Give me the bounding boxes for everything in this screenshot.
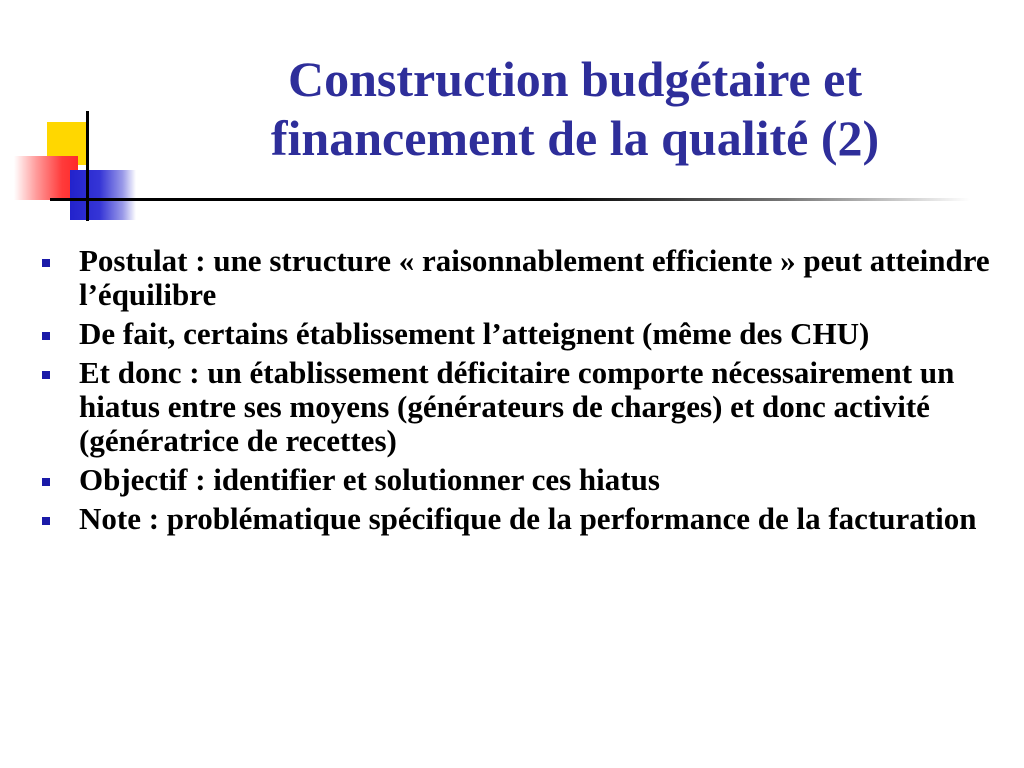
slide-title xyxy=(150,50,1000,168)
decoration-blue-square xyxy=(70,170,136,220)
bullet-item xyxy=(40,356,1010,458)
bullet-item xyxy=(40,317,1010,351)
slide-title-line-2: financement de la qualité (2) xyxy=(270,110,880,166)
square-bullet-icon xyxy=(42,259,50,267)
bullet-text: Et donc : un établissement déficitaire comporte nécessairement un hiatus entre ses moyens (générateurs de charges) et donc activité (génératrice de recettes) xyxy=(79,355,955,458)
square-bullet-icon xyxy=(42,332,50,340)
bullet-item xyxy=(40,244,1010,312)
bullet-text: Postulat : une structure « raisonnablement efficiente » peut atteindre l’équilibre xyxy=(79,243,990,312)
square-bullet-icon xyxy=(42,478,50,486)
slide-decoration-logo xyxy=(0,0,150,240)
bullet-item xyxy=(40,463,1010,497)
bullet-text: De fait, certains établissement l’atteignent (même des CHU) xyxy=(79,316,870,351)
decoration-red-square xyxy=(14,156,78,200)
bullet-text: Note : problématique spécifique de la performance de la facturation xyxy=(79,501,977,536)
decoration-vertical-line xyxy=(86,111,89,221)
bullet-list xyxy=(40,244,1010,541)
bullet-item xyxy=(40,502,1010,536)
square-bullet-icon xyxy=(42,517,50,525)
square-bullet-icon xyxy=(42,371,50,379)
title-underline-rule xyxy=(50,198,970,201)
bullet-text: Objectif : identifier et solutionner ces hiatus xyxy=(79,462,660,497)
slide-title-line-1: Construction budgétaire et xyxy=(287,51,863,107)
